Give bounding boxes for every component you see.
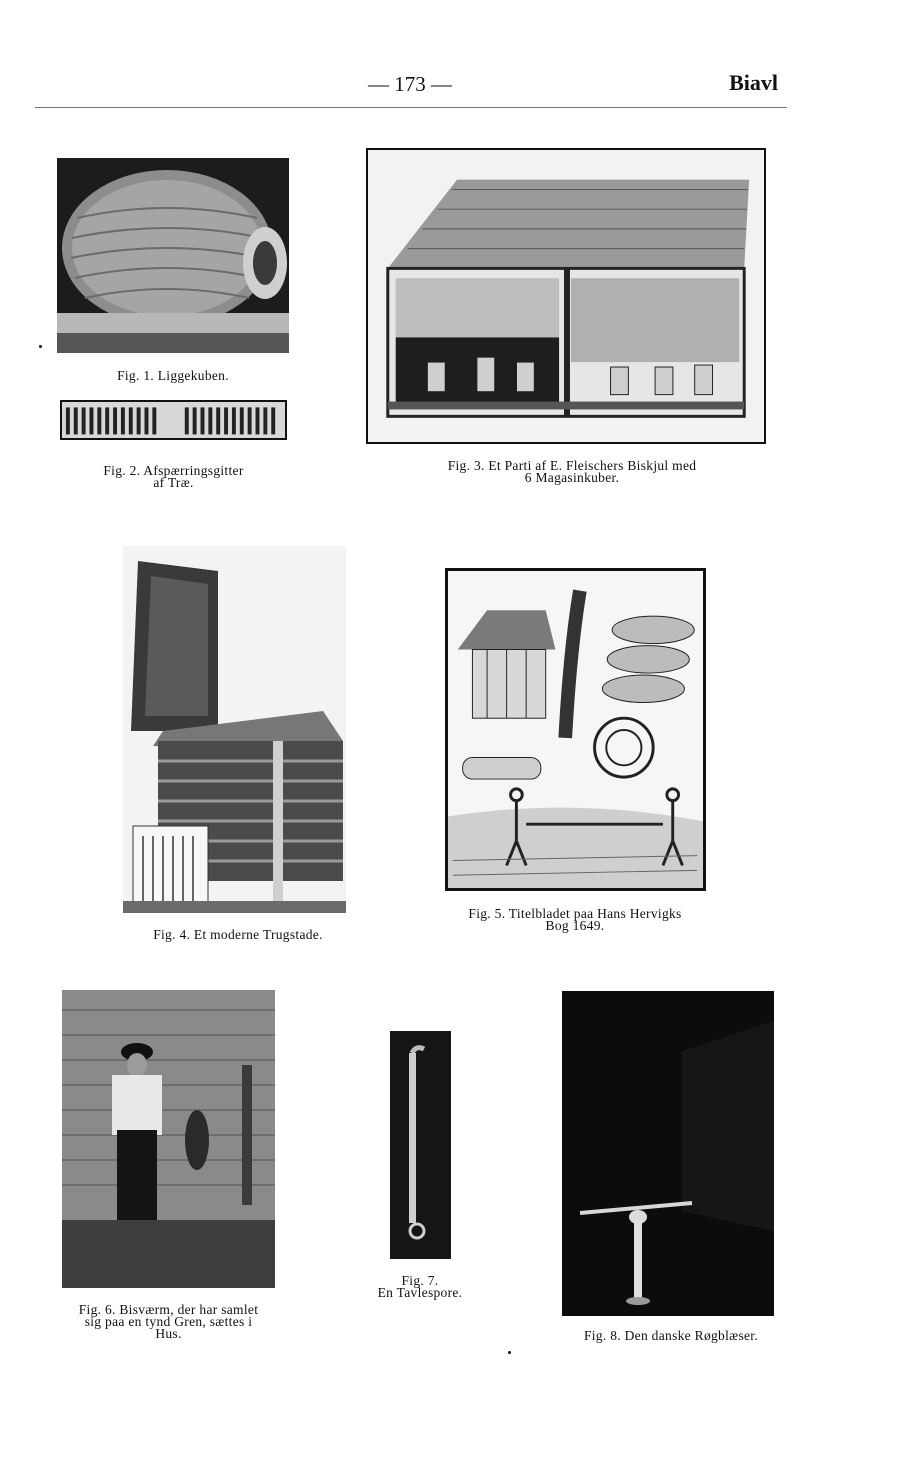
section-title: Biavl — [729, 70, 778, 95]
fig2-caption: Fig. 2. Afspærringsgitter af Træ. — [103, 463, 244, 490]
fig1-skep-photo — [57, 158, 289, 353]
fig5-title-page-woodcut — [445, 568, 706, 891]
fig4-caption: Fig. 4. Et moderne Trugstade. — [153, 927, 323, 942]
fig4-hive-photo — [123, 546, 346, 913]
fig6-caption: Fig. 6. Bisværm, der har samlet sig paa en tynd Gren, sættes i Hus. — [78, 1302, 259, 1341]
fig3-apiary-shed-illustration — [366, 148, 766, 444]
fig8-caption: Fig. 8. Den danske Røgblæser. — [583, 1328, 759, 1343]
stray-mark — [39, 345, 42, 348]
page-number: — 173 — — [368, 72, 452, 96]
fig6-swarm-photo — [62, 990, 275, 1288]
fig7-tool-photo — [390, 1031, 451, 1259]
header-rule — [35, 107, 787, 108]
fig3-caption: Fig. 3. Et Parti af E. Fleischers Biskjul med 6 Magasinkuber. — [447, 458, 697, 485]
fig5-caption: Fig. 5. Titelbladet paa Hans Hervigks Bog 1649. — [468, 906, 682, 933]
fig2-grid-image — [60, 400, 287, 440]
fig8-smoker-photo — [562, 991, 774, 1316]
stray-mark — [508, 1351, 511, 1354]
fig7-caption: Fig. 7. En Tavlespore. — [377, 1273, 463, 1300]
fig1-caption: Fig. 1. Liggekuben. — [117, 368, 229, 383]
